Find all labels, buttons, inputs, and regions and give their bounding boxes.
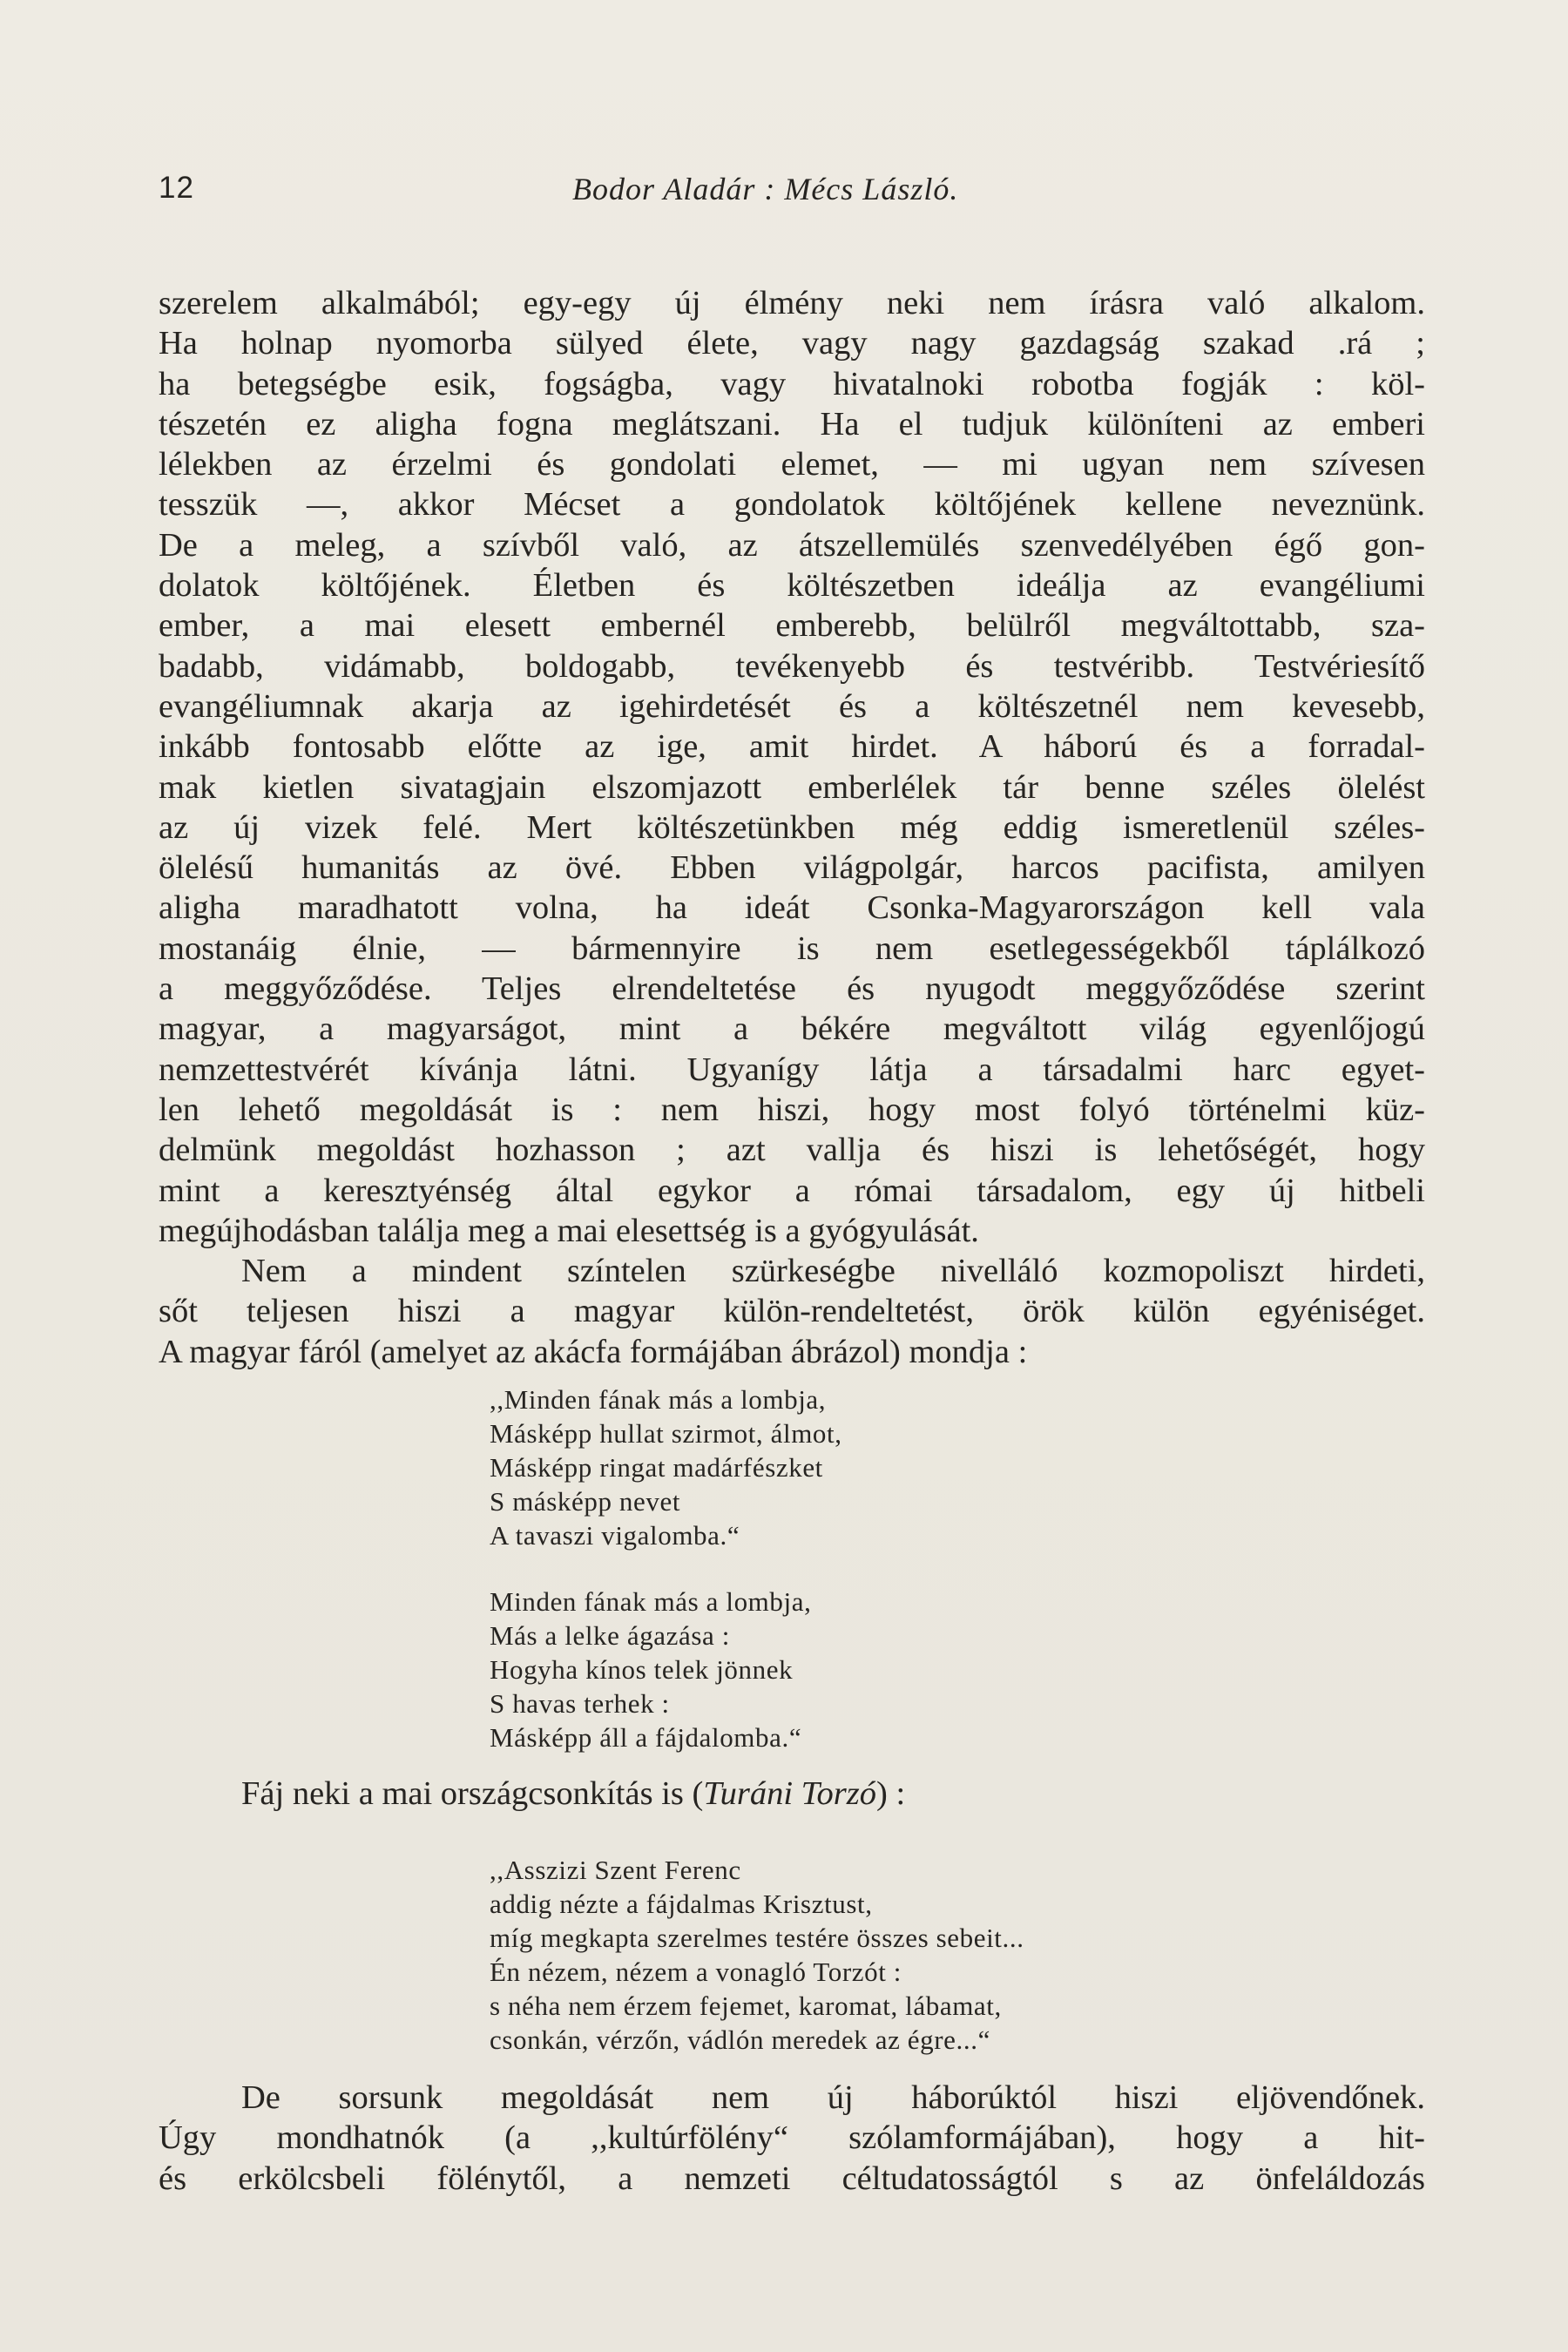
paragraph-4 bbox=[159, 2078, 1425, 2199]
text-line: nemzettestvérét kívánja látni. Ugyanígy látja a társadalmi harc egyet- bbox=[159, 1051, 1425, 1088]
text-line: magyar, a magyarságot, mint a békére megváltott világ egyenlőjogú bbox=[159, 1010, 1425, 1048]
poem-line: addig nézte a fájdalmas Krisztust, bbox=[490, 1889, 873, 1919]
text-line: A magyar fáról (amelyet az akácfa formájában ábrázol) mondja : bbox=[159, 1333, 1028, 1370]
poem-line: Másképp ringat madárfészket bbox=[490, 1452, 823, 1483]
text-line: ölelésű humanitás az övé. Ebben világpolgár, harcos pacifista, amilyen bbox=[159, 849, 1425, 887]
text-line: ember, a mai elesett embernél emberebb, belülről megváltottabb, sza- bbox=[159, 607, 1425, 645]
text-line: Ha holnap nyomorba sülyed élete, vagy nagy gazdagság szakad .rá ; bbox=[159, 325, 1425, 362]
poem-title: Turáni Torzó bbox=[703, 1775, 877, 1812]
poem-line: míg megkapta szerelmes testére összes sebeit... bbox=[490, 1923, 1024, 1953]
poem-line: ,,Asszizi Szent Ferenc bbox=[490, 1855, 741, 1885]
poem-line: Én nézem, nézem a vonagló Torzót : bbox=[490, 1957, 902, 1987]
page-header bbox=[159, 171, 1425, 214]
text-line: De sorsunk megoldását nem új háborúktól hiszi eljövendőnek. bbox=[241, 2079, 1425, 2116]
para3-prefix: Fáj neki a mai országcsonkítás is ( bbox=[241, 1775, 704, 1812]
text-line bbox=[159, 1774, 1425, 1814]
text-line: De a meleg, a szívből való, az átszellemülés szenvedélyében égő gon- bbox=[159, 526, 1425, 564]
text-line: mak kietlen sivatagjain elszomjazott emberlélek tár benne széles ölelést bbox=[159, 768, 1425, 806]
text-line: badabb, vidámabb, boldogabb, tevékenyebb és testvéribb. Testvériesítő bbox=[159, 647, 1425, 685]
page-number: 12 bbox=[159, 171, 194, 205]
poem-line: Minden fának más a lombja, bbox=[490, 1586, 812, 1617]
poem-line: csonkán, vérzőn, vádlón meredek az égre...“ bbox=[490, 2024, 990, 2055]
poem-line: S havas terhek : bbox=[490, 1688, 670, 1719]
poem-line: Más a lelke ágazása : bbox=[490, 1620, 730, 1651]
text-line: mint a keresztyénség által egykor a római társadalom, egy új hitbeli bbox=[159, 1172, 1425, 1209]
poem-line: s néha nem érzem fejemet, karomat, lábamat, bbox=[490, 1990, 1002, 2021]
poem-line: ,,Minden fának más a lombja, bbox=[490, 1384, 827, 1415]
para3-suffix: ) : bbox=[876, 1775, 906, 1812]
text-line: az új vizek felé. Mert költészetünkben még eddig ismeretlenül széles- bbox=[159, 808, 1425, 846]
text-line: szerelem alkalmából; egy-egy új élmény neki nem írásra való alkalom. bbox=[159, 285, 1425, 321]
text-line: aligha maradhatott volna, ha ideát Csonka-Magyarországon kell vala bbox=[159, 889, 1425, 927]
poem-line: S másképp nevet bbox=[490, 1486, 681, 1517]
text-line: és erkölcsbeli fölénytől, a nemzeti céltudatosságtól s az önfeláldozás bbox=[159, 2159, 1425, 2197]
text-line: Úgy mondhatnók (a ,,kultúrfölény“ szólamformájában), hogy a hit- bbox=[159, 2119, 1425, 2157]
poem-akacfa bbox=[490, 1382, 1361, 1754]
text-line: tészetén ez aligha fogna meglátszani. Ha el tudjuk különíteni az emberi bbox=[159, 405, 1425, 443]
text-line: Nem a mindent színtelen szürkeségbe nivelláló kozmopoliszt hirdeti, bbox=[241, 1253, 1425, 1290]
text-line: a meggyőződése. Teljes elrendeltetése és nyugodt meggyőződése szerint bbox=[159, 970, 1425, 1008]
text-line: dolatok költőjének. Életben és költészetben ideálja az evangéliumi bbox=[159, 567, 1425, 605]
text-line: tesszük —, akkor Mécset a gondolatok költőjének kellene neveznünk. bbox=[159, 486, 1425, 524]
text-line: evangéliumnak akarja az igehirdetését és a költészetnél nem kevesebb, bbox=[159, 687, 1425, 725]
poem-turani-torzo bbox=[490, 1853, 1361, 2057]
paragraph-1 bbox=[159, 283, 1425, 1372]
text-line: mostanáig élnie, — bármennyire is nem esetlegességekből táplálkozó bbox=[159, 929, 1425, 967]
text-line: ha betegségbe esik, fogságba, vagy hivatalnoki robotba fogják : köl- bbox=[159, 365, 1425, 402]
text-line: inkább fontosabb előtte az ige, amit hirdet. A háború és a forradal- bbox=[159, 728, 1425, 766]
text-line: lélekben az érzelmi és gondolati elemet, — mi ugyan nem szívesen bbox=[159, 446, 1425, 483]
text-line: delmünk megoldást hozhasson ; azt vallja és hiszi is lehetőségét, hogy bbox=[159, 1132, 1425, 1169]
poem-line: Hogyha kínos telek jönnek bbox=[490, 1654, 794, 1685]
paragraph-3 bbox=[159, 1774, 1425, 1814]
poem-line: Másképp áll a fájdalomba.“ bbox=[490, 1722, 802, 1753]
text-line: sőt teljesen hiszi a magyar külön-rendeltetést, örök külön egyéniséget. bbox=[159, 1293, 1425, 1330]
text-line: megújhodásban találja meg a mai elesettség is a gyógyulását. bbox=[159, 1212, 979, 1249]
running-head: Bodor Aladár : Mécs László. bbox=[572, 172, 959, 206]
poem-line: Másképp hullat szirmot, álmot, bbox=[490, 1418, 842, 1449]
text-line: len lehető megoldását is : nem hiszi, hogy most folyó történelmi küz- bbox=[159, 1091, 1425, 1128]
poem-line: A tavaszi vigalomba.“ bbox=[490, 1520, 740, 1551]
